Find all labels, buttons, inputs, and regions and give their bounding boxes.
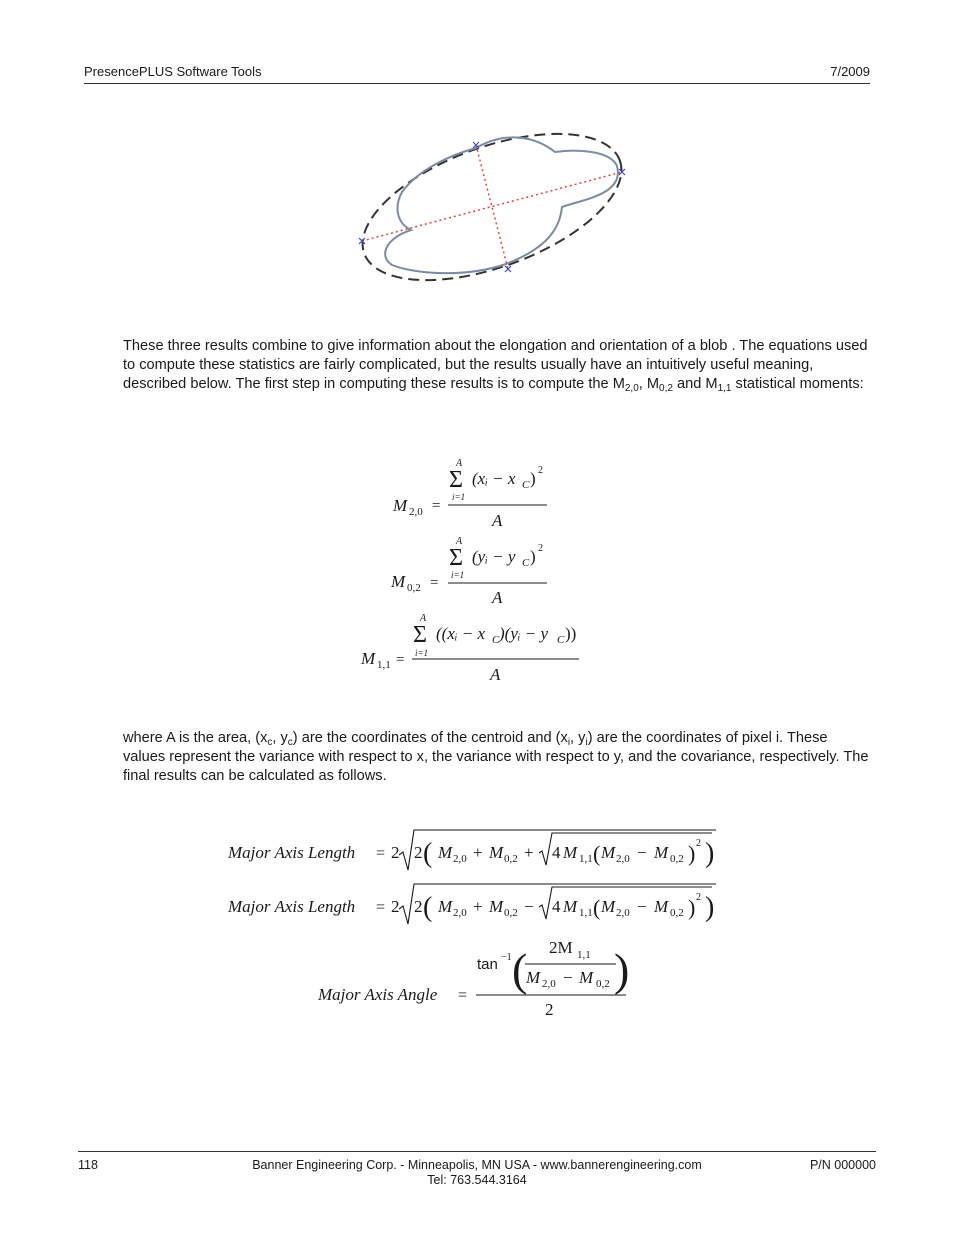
major-length-m02-sub: 0,2 bbox=[504, 853, 518, 865]
angle-close-paren: ) bbox=[614, 944, 630, 995]
where-sub-1: c bbox=[267, 737, 273, 748]
major-length-m02: M bbox=[489, 843, 504, 862]
minor-length-m02-sub: 0,2 bbox=[504, 907, 518, 919]
equation-m20 bbox=[392, 458, 547, 530]
intro-paragraph bbox=[123, 337, 873, 394]
intro-sub-3: 1,1 bbox=[717, 383, 732, 394]
major-length-m20-b-sub: 2,0 bbox=[616, 853, 630, 865]
m02-sigma: Σ bbox=[449, 545, 463, 571]
minor-length-four: 4 bbox=[552, 897, 561, 916]
m20-equals: = bbox=[432, 498, 441, 514]
intro-text-2: , M bbox=[638, 376, 660, 392]
m11-denominator: A bbox=[490, 665, 501, 684]
minor-length-m11-sub: 1,1 bbox=[579, 907, 593, 919]
intro-text-4: statistical moments: bbox=[731, 376, 864, 392]
minor-length-minus-2: − bbox=[637, 897, 647, 916]
m20-sigma: Σ bbox=[449, 467, 463, 493]
m02-sum-upper: A bbox=[456, 536, 463, 547]
where-paragraph bbox=[123, 729, 873, 786]
minor-length-m20-sub: 2,0 bbox=[453, 907, 467, 919]
equation-m11 bbox=[360, 613, 579, 684]
final-equations bbox=[220, 820, 730, 1030]
m20-close: ) bbox=[530, 469, 536, 488]
m11-c-sub-b: C bbox=[557, 634, 565, 646]
minor-length-paren-a: ( bbox=[593, 895, 601, 920]
header-rule bbox=[84, 83, 870, 84]
page-number: 118 bbox=[78, 1158, 98, 1172]
m11-subscript: 1,1 bbox=[377, 659, 391, 671]
m20-subscript: 2,0 bbox=[409, 506, 423, 518]
m11-numerator-a: ((xᵢ − x bbox=[436, 624, 486, 643]
major-axis-line bbox=[362, 172, 622, 241]
major-length-paren-b: ) bbox=[688, 841, 696, 866]
major-length-m20-b: M bbox=[601, 843, 616, 862]
moment-equations bbox=[350, 450, 590, 690]
m11-symbol: M bbox=[361, 649, 376, 668]
where-sub-3: i bbox=[567, 737, 571, 748]
header-title: PresencePLUS Software Tools bbox=[84, 64, 262, 79]
angle-denominator: 2 bbox=[545, 1000, 554, 1019]
m02-close: ) bbox=[530, 547, 536, 566]
m20-square: 2 bbox=[538, 465, 543, 476]
minor-length-m20-b: M bbox=[601, 897, 616, 916]
m20-denominator: A bbox=[492, 511, 503, 530]
m20-sum-upper: A bbox=[456, 458, 463, 469]
major-length-plus-1: + bbox=[473, 843, 483, 862]
equation-m02 bbox=[390, 536, 547, 607]
footer-rule bbox=[78, 1151, 876, 1152]
minor-length-inner-two: 2 bbox=[414, 897, 423, 916]
angle-m02: M bbox=[579, 968, 594, 987]
header-date: 7/2009 bbox=[830, 64, 870, 79]
where-text-4: , y bbox=[570, 730, 586, 746]
m11-numerator-c: )) bbox=[565, 624, 577, 643]
where-text-3: ) are the coordinates of the centroid and (x bbox=[292, 730, 568, 746]
minor-length-square: 2 bbox=[696, 892, 701, 903]
major-length-m20-sub: 2,0 bbox=[453, 853, 467, 865]
angle-equals: = bbox=[458, 987, 468, 1004]
major-length-close-paren: ) bbox=[705, 838, 715, 869]
where-text-5: ) are the coordinates of pixel i. These values represent the variance with respect to x, the variance with respect to y, and the covariance, respectively. The final results can be calculated as follows. bbox=[123, 730, 869, 784]
angle-tan-inverse: −1 bbox=[501, 952, 512, 963]
angle-minus: − bbox=[563, 968, 573, 987]
m02-subscript: 0,2 bbox=[407, 582, 421, 594]
minor-length-plus: + bbox=[473, 897, 483, 916]
major-length-open-paren: ( bbox=[423, 838, 433, 869]
m02-symbol: M bbox=[391, 572, 406, 591]
major-length-m20: M bbox=[438, 843, 453, 862]
major-length-two: 2 bbox=[391, 843, 400, 862]
major-length-m11: M bbox=[563, 843, 578, 862]
minor-length-paren-b: ) bbox=[688, 895, 696, 920]
where-sub-4: i bbox=[585, 737, 588, 748]
part-number: P/N 000000 bbox=[809, 1158, 876, 1172]
m20-sum-lower: i=1 bbox=[452, 492, 466, 502]
where-sub-2: c bbox=[287, 737, 293, 748]
minor-length-m20-b-sub: 2,0 bbox=[616, 907, 630, 919]
minor-length-label: Major Axis Length bbox=[228, 897, 356, 916]
intro-sub-2: 0,2 bbox=[659, 383, 673, 394]
angle-m20: M bbox=[526, 968, 541, 987]
intro-text-3: and M bbox=[672, 376, 718, 392]
minor-length-two: 2 bbox=[391, 897, 400, 916]
equation-minor-axis-length bbox=[227, 884, 716, 924]
m11-equals: = bbox=[396, 652, 405, 668]
equation-major-axis-length bbox=[227, 830, 716, 870]
m11-numerator-b: )(yᵢ − y bbox=[499, 624, 549, 643]
minor-length-m20: M bbox=[438, 897, 453, 916]
m02-denominator: A bbox=[492, 588, 503, 607]
m20-c-sub: C bbox=[522, 479, 530, 491]
major-length-inner-two: 2 bbox=[414, 843, 423, 862]
m20-numerator: (xᵢ − x bbox=[472, 469, 516, 488]
angle-m20-sub: 2,0 bbox=[542, 978, 556, 990]
minor-length-m02: M bbox=[489, 897, 504, 916]
major-length-plus-2: + bbox=[524, 843, 534, 862]
minor-length-m02-b-sub: 0,2 bbox=[670, 907, 684, 919]
m02-square: 2 bbox=[538, 543, 543, 554]
m02-numerator: (yᵢ − y bbox=[472, 547, 516, 566]
minor-length-open-paren: ( bbox=[423, 892, 433, 923]
where-text-1: where A is the area, (x bbox=[123, 730, 268, 746]
angle-open-paren: ( bbox=[512, 944, 528, 995]
major-length-paren-a: ( bbox=[593, 841, 601, 866]
major-length-four: 4 bbox=[552, 843, 561, 862]
angle-m11-sub: 1,1 bbox=[577, 949, 591, 961]
minor-length-minus-1: − bbox=[524, 897, 534, 916]
footer-telephone: Tel: 763.544.3164 bbox=[427, 1173, 527, 1187]
angle-m02-sub: 0,2 bbox=[596, 978, 610, 990]
minor-length-equals: = bbox=[376, 899, 386, 916]
minor-length-close-paren: ) bbox=[705, 892, 715, 923]
m02-sum-lower: i=1 bbox=[451, 570, 465, 580]
m11-sum-lower: i=1 bbox=[415, 648, 429, 658]
angle-tan: tan bbox=[477, 956, 498, 973]
minor-axis-line bbox=[476, 145, 508, 269]
minor-length-m11: M bbox=[563, 897, 578, 916]
axis-endpoint-markers bbox=[359, 142, 625, 272]
m11-sigma: Σ bbox=[413, 622, 427, 648]
major-length-label: Major Axis Length bbox=[228, 843, 356, 862]
major-length-minus: − bbox=[637, 843, 647, 862]
intro-sub-1: 2,0 bbox=[624, 383, 639, 394]
m20-symbol: M bbox=[393, 496, 408, 515]
major-length-m11-sub: 1,1 bbox=[579, 853, 593, 865]
angle-two-m: 2M bbox=[549, 938, 573, 957]
blob-outline bbox=[385, 137, 618, 273]
equation-major-axis-angle bbox=[317, 938, 629, 1019]
blob-ellipse-figure bbox=[350, 128, 640, 288]
m02-c-sub: C bbox=[522, 557, 530, 569]
where-text-2: , y bbox=[272, 730, 288, 746]
intro-text-1: These three results combine to give information about the elongation and orientation of a blob . The equations used to compute these statistics are fairly complicated, but the results usually have an intuitively useful meaning, described below. The first step in computing these results is to compute the M bbox=[123, 338, 868, 392]
major-length-m02-b: M bbox=[654, 843, 669, 862]
m02-equals: = bbox=[430, 575, 439, 591]
minor-length-m02-b: M bbox=[654, 897, 669, 916]
m11-sum-upper: A bbox=[420, 613, 427, 624]
footer-company: Banner Engineering Corp. - Minneapolis, MN USA - www.bannerengineering.com bbox=[252, 1158, 702, 1172]
major-length-square: 2 bbox=[696, 838, 701, 849]
major-length-equals: = bbox=[376, 845, 386, 862]
major-length-m02-b-sub: 0,2 bbox=[670, 853, 684, 865]
angle-label: Major Axis Angle bbox=[318, 985, 438, 1004]
m11-c-sub-a: C bbox=[492, 634, 500, 646]
